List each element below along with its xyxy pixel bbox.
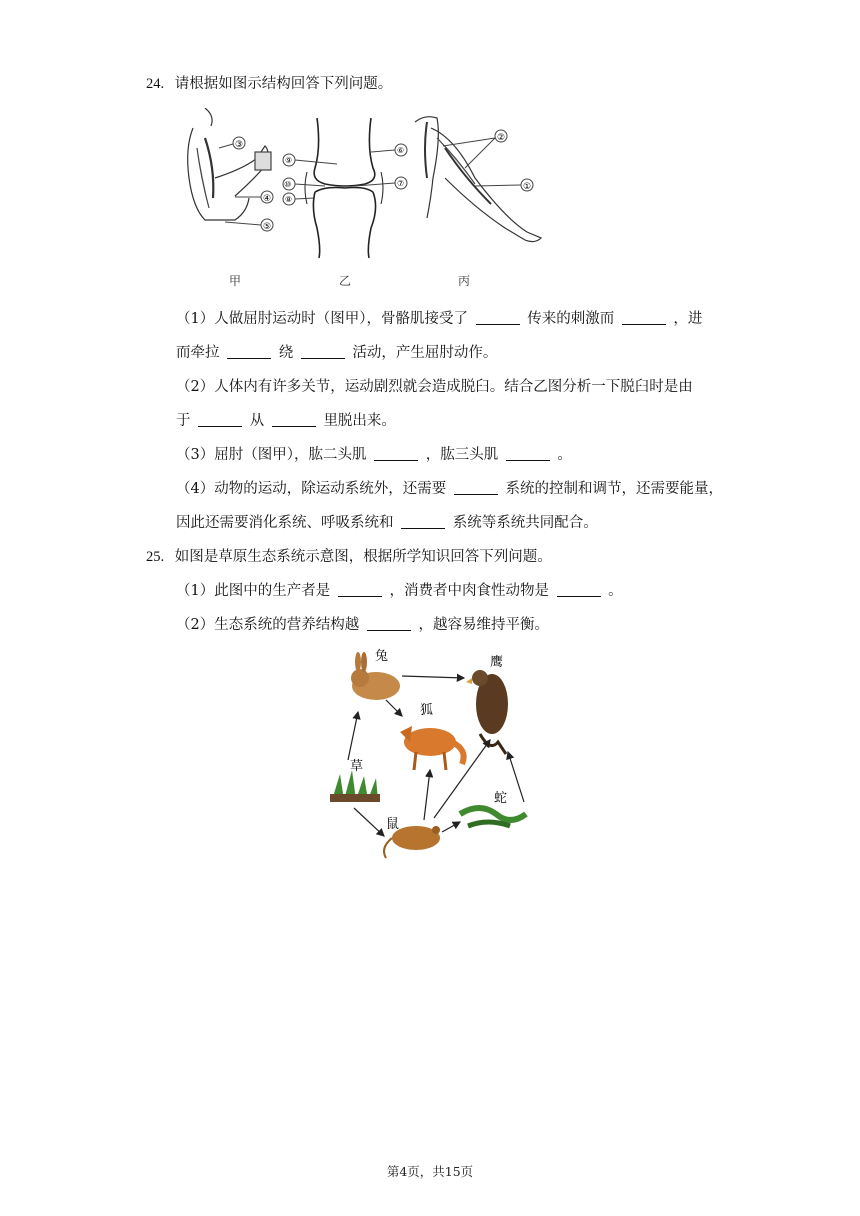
answer-blank[interactable] [301, 344, 345, 359]
figure-label-bing: 丙 [458, 274, 471, 288]
q24-part2-line2: 于 从 里脱出来。 [176, 413, 396, 429]
q24-part4-line1: （4）动物的运动，除运动系统外，还需要 系统的控制和调节，还需要能量， [176, 481, 723, 497]
answer-blank[interactable] [374, 446, 418, 461]
grass-icon [330, 770, 380, 802]
label-snake: 蛇 [494, 791, 508, 806]
q25-part2: （2）生态系统的营养结构越 ，越容易维持平衡。 [176, 617, 549, 633]
eagle-icon [466, 670, 508, 754]
page-footer: 第4页，共15页 [386, 1164, 474, 1179]
mark-8: ⑧ [285, 195, 293, 204]
q24-part1-line2: 而牵拉 绕 活动，产生屈肘动作。 [176, 345, 498, 361]
arm-extended-figure [415, 117, 541, 242]
answer-blank[interactable] [367, 616, 411, 631]
mark-3: ③ [235, 140, 244, 150]
joint-figure [305, 118, 383, 258]
snake-icon [460, 808, 526, 826]
food-web-figure [320, 642, 540, 870]
arrow-mouse-fox [424, 770, 430, 820]
answer-blank[interactable] [401, 514, 445, 529]
q24-figure [175, 108, 555, 288]
answer-blank[interactable] [454, 480, 498, 495]
mark-4: ④ [263, 194, 272, 204]
figure-label-yi: 乙 [339, 274, 352, 288]
q24-stem [146, 74, 392, 94]
answer-blank[interactable] [622, 310, 666, 325]
q24-part1-line1: （1）人做屈肘运动时（图甲），骨骼肌接受了 传来的刺激而 ，进 [176, 311, 703, 327]
label-mouse: 鼠 [386, 817, 400, 832]
q24-part3: （3）屈肘（图甲），肱二头肌 ，肱三头肌 。 [176, 447, 572, 463]
answer-blank[interactable] [506, 446, 550, 461]
label-fox: 狐 [420, 703, 434, 718]
fox-icon [400, 726, 464, 770]
answer-blank[interactable] [227, 344, 271, 359]
label-eagle: 鹰 [490, 655, 504, 670]
figure-label-jia: 甲 [229, 274, 242, 288]
mark-6: ⑥ [397, 146, 405, 155]
mark-5: ⑤ [263, 222, 272, 232]
mark-1: ① [523, 182, 532, 192]
arm-flexed-figure [188, 108, 271, 220]
answer-blank[interactable] [476, 310, 520, 325]
q25-stem [146, 547, 552, 567]
label-grass: 草 [350, 759, 364, 774]
arrow-mouse-snake [442, 822, 460, 832]
mark-9: ⑨ [285, 156, 293, 165]
q25-part1: （1）此图中的生产者是 ，消费者中肉食性动物是 。 [176, 583, 623, 599]
q24-part2-line1: （2）人体内有许多关节，运动剧烈就会造成脱臼。结合乙图分析一下脱臼时是由 [176, 379, 693, 395]
q25-stem-text: 如图是草原生态系统示意图，根据所学知识回答下列问题。 [174, 549, 552, 565]
arrow-grass-mouse [354, 808, 384, 836]
answer-blank[interactable] [272, 412, 316, 427]
q24-number: 24. [146, 76, 165, 92]
joint-marks [283, 144, 407, 205]
label-rabbit: 兔 [375, 649, 389, 664]
mark-2: ② [497, 133, 506, 143]
arrow-rabbit-eagle [402, 676, 464, 678]
q25-number: 25. [146, 549, 165, 565]
arrow-rabbit-fox [386, 700, 402, 716]
mark-7: ⑦ [397, 179, 405, 188]
arm-flexed-marks [219, 137, 273, 232]
arrow-grass-rabbit [348, 712, 358, 760]
answer-blank[interactable] [557, 582, 601, 597]
arrow-snake-eagle [508, 752, 524, 802]
answer-blank[interactable] [338, 582, 382, 597]
q24-part4-line2: 因此还需要消化系统、呼吸系统和 系统等系统共同配合。 [176, 515, 598, 531]
q24-stem-text: 请根据如图示结构回答下列问题。 [174, 76, 393, 92]
mark-10: ⑩ [284, 180, 292, 189]
answer-blank[interactable] [198, 412, 242, 427]
